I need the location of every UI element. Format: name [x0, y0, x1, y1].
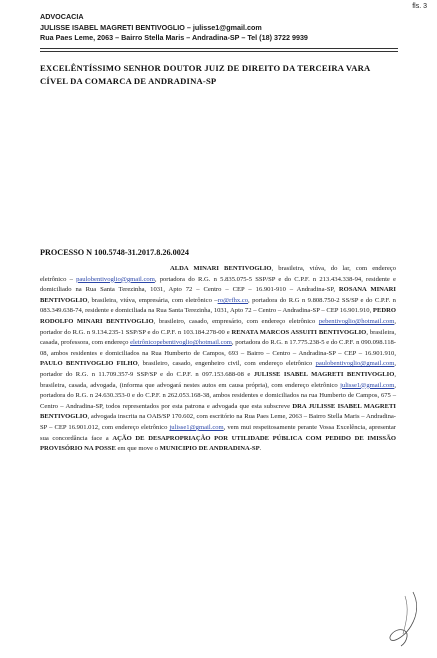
- party-name: ALDA MINARI BENTIVOGLIO: [170, 265, 272, 272]
- letterhead: [40, 12, 420, 44]
- email-link[interactable]: paulobentivoglio@gmail.com: [76, 275, 155, 283]
- email-link[interactable]: ro@rfhx.co: [217, 296, 249, 304]
- signature-mark: [383, 590, 423, 648]
- process-number: PROCESSO N 100.5748-31.2017.8.26.0024: [40, 248, 189, 257]
- action-title: AÇÃO DE DESAPROPRIAÇÃO POR UTILIDADE PÚBLICA COM PEDIDO DE IMISSÃO PROVISÓRIO NA POSSE: [40, 434, 396, 453]
- party-name: PAULO BENTIVOGLIO FILHO: [40, 360, 138, 368]
- email-link[interactable]: julisse1@gmail.com: [169, 423, 224, 431]
- attorney-name: DRA JULISSE ISABEL MAGRETI BENTIVOGLIO: [40, 402, 396, 421]
- letterhead-rule-bottom: [40, 51, 398, 52]
- party-name: PEDRO RODOLFO MINARI BENTIVOGLIO: [40, 307, 396, 325]
- email-link[interactable]: julisse1@gmail.com: [340, 381, 395, 389]
- letterhead-lawyer: JULISSE ISABEL MAGRETI BENTIVOGLIO – julisse1@gmail.com: [40, 22, 262, 32]
- email-link[interactable]: eletrônicopebentivoglio@hotmail.com: [130, 339, 232, 347]
- municipality-name: MUNICIPIO DE ANDRADINA-SP: [159, 445, 260, 453]
- email-link[interactable]: paulobentivoglio@gmail.com: [315, 360, 395, 368]
- addressee-heading: EXCELÊNTÍSSIMO SENHOR DOUTOR JUIZ DE DIREITO DA TERCEIRA VARA CÍVEL DA COMARCA DE ANDRADINA-SP: [40, 63, 370, 86]
- email-link[interactable]: pebentivoglio@hotmail.com: [318, 317, 395, 325]
- letterhead-address: Rua Paes Leme, 2063 – Bairro Stella Maris – Andradina-SP – Tel (18) 3722 9939: [40, 33, 308, 42]
- petition-paragraph: ALDA MINARI BENTIVOGLIO, brasileira, viúva, do lar, com endereço eletrônico – paulobentivoglio@gmail.com, portadora do R.G. n 5.835.075-5 SSP/SP e do C.P.F. n 213.434.338-94, residente e domiciliado na Rua Santa Terezinha, 1031, Apto 72 – Centro – CEP – 16.901-910 – Andradina-SP, ROSANA MINARI BENTIVOGLIO, brasileira, viúva, empresária, com eletrônico –ro@rfhx.co, portadora do R.G n 9.808.750-2 SS/SP e do C.P.F. n 083.349.638-74, residente e domiciliada na Rua Santa Terezinha, 1031, Apto 72 – Centro – Andradina-SP – CEP 16.901.910, PEDRO RODOLFO MINARI BENTIVOGLIO, brasileiro, casado, empresário, com endereço eletrônico pebentivoglio@hotmail.com, portador do R.G. n 9.134.235-1 SSP/SP e do C.P.F. n 103.184.278-00 e RENATA MARCOS ASSUITI BENTIVOGLIO, brasileira, casada, professora, com endereço eletrônicopebentivoglio@hotmail.com, portadora do R.G. n 17.775.238-5 e do C.P.F. n 090.098.118-08, ambos residentes e domiciliados na Rua Humberto de Campos, 693 – Bairro – Centro – Andradina-SP – CEP – 16.901.910, PAULO BENTIVOGLIO FILHO, brasileiro, casado, engenheiro civil, com endereço eletrônico paulobentivoglio@gmail.com, portador do R.G. n 11.709.357-9 SSP/SP e do C.P.F. n 097.153.688-08 e JULISSE ISABEL MAGRETI BENTIVOGLIO, brasileira, casada, advogada, (informa que advogará nestes autos em causa própria), com endereço eletrônico julisse1@gmail.com, portadora do R.G. n 24.630.353-0 e do C.P.F. n 262.053.168-38, ambos residentes e domiciliados na rua Humberto de Campos, 675 – Centro – Andradina-SP, todos representados por esta patrona e advogada que esta subscreve DRA JULISSE ISABEL MAGRETI BENTIVOGLIO, advogada inscrita na OAB/SP 170.602, com escritório na Rua Paes Leme, 2063 – Bairro Stella Maris – Andradina-SP – CEP 16.901.012, com endereço eletrônico julisse1@gmail.com, vem mui respeitosamente perante Vossa Excelência, apresentar sua concordância face a AÇÃO DE DESAPROPRIAÇÃO POR UTILIDADE PÚBLICA COM PEDIDO DE IMISSÃO PROVISÓRIO NA POSSE em que move o MUNICIPIO DE ANDRADINA-SP.: [40, 265, 396, 453]
- letterhead-rule-top: [40, 48, 398, 49]
- letterhead-title: ADVOCACIA: [40, 12, 84, 21]
- petition-body: [40, 264, 396, 455]
- party-name: RENATA MARCOS ASSUITI BENTIVOGLIO: [231, 328, 367, 336]
- party-name: JULISSE ISABEL MAGRETI BENTIVOGLIO: [253, 370, 395, 378]
- party-name: ROSANA MINARI BENTIVOGLIO: [40, 286, 396, 304]
- page-number: fls. 3: [412, 3, 427, 10]
